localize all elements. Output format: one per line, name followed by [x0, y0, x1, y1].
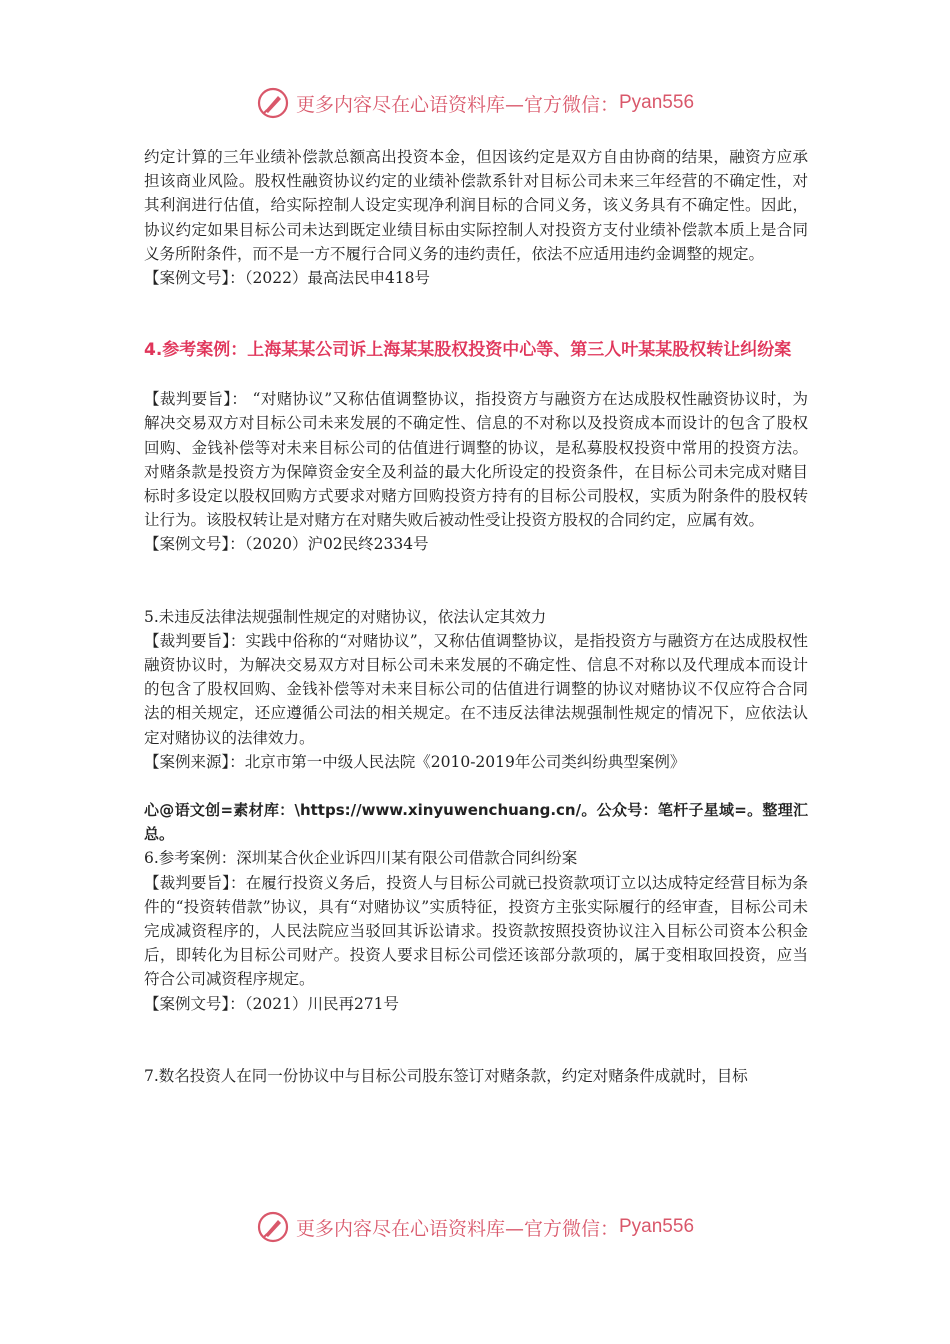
- section3-body: 约定计算的三年业绩补偿款总额高出投资本金，但因该约定是双方自由协商的结果，融资方应承担该商业风险。股权性融资协议约定的业绩补偿款系针对目标公司未来三年经营的不确定性，对其利润进行估值，给实际控制人设定实现净利润目标的合同义务，该义务具有不确定性。因此，协议约定如果目标公司未达到既定业绩目标由实际控制人对投资方支付业绩补偿款本质上是合同义务所附条件，而不是一方不履行合同义务的违约责任，依法不应适用违约金调整的规定。: [144, 148, 808, 263]
- footer-banner: [0, 1210, 950, 1244]
- document-body: [144, 145, 808, 1088]
- section4-body: 【裁判要旨】： “对赌协议”又称估值调整协议，指投资方与融资方在达成股权性融资协议时，为解决交易双方对目标公司未来发展的不确定性、信息的不对称以及投资成本而设计的包含了股权回购、金钱补偿等对未来目标公司的估值进行调整的协议，是私募股权投资中常用的投资方法。对赌条款是投资方为保障资金安全及利益的最大化所设定的投资条件，在目标公司未完成对赌目标时多设定以股权回购方式要求对赌方回购投资方持有的目标公司股权，实质为附条件的股权转让行为。该股权转让是对赌方在对赌失败后被动性受让投资方股权的合同约定，应属有效。: [144, 390, 808, 530]
- source-notice: 心@语文创=素材库：\https://www.xinyuwenchuang.cn/。公众号：笔杆子星域=。整理汇总。: [144, 801, 808, 844]
- section5-source: 【案例来源】：北京市第一中级人民法院《2010-2019年公司类纠纷典型案例》: [144, 752, 686, 771]
- pen-logo-icon: [256, 86, 290, 120]
- section3-case-number: 【案例文号】：（2022）最高法民申418号: [144, 269, 431, 288]
- banner-text: 更多内容尽在心语资料库—官方微信：: [295, 1217, 619, 1240]
- banner-wechat-id: Pyan556: [619, 1216, 695, 1237]
- section4-case-number: 【案例文号】：（2020）沪02民终2334号: [144, 535, 429, 554]
- section4-heading: 4.参考案例：上海某某公司诉上海某某股权投资中心等、第三人叶某某股权转让纠纷案: [144, 340, 792, 361]
- banner-wechat-id: Pyan556: [619, 92, 695, 113]
- section7-heading: 7.数名投资人在同一份协议中与目标公司股东签订对赌条款，约定对赌条件成就时，目标: [144, 1066, 748, 1085]
- section5-heading: 5.未违反法律法规强制性规定的对赌协议，依法认定其效力: [144, 607, 547, 626]
- section5-body: 【裁判要旨】：实践中俗称的“对赌协议”，又称估值调整协议，是指投资方与融资方在达成股权性融资协议时，为解决交易双方对目标公司未来发展的不确定性、信息不对称以及代理成本而设计的包含了股权回购、金钱补偿等对未来目标公司的估值进行调整的协议对赌协议不仅应符合合同法的相关规定，还应遵循公司法的相关规定。在不违反法律法规强制性规定的情况下，应依法认定对赌协议的法律效力。: [144, 631, 808, 747]
- header-banner: [0, 86, 950, 120]
- section6-heading: 6.参考案例：深圳某合伙企业诉四川某有限公司借款合同纠纷案: [144, 849, 578, 868]
- section6-case-number: 【案例文号】：（2021）川民再271号: [144, 994, 400, 1013]
- pen-logo-icon: [256, 1210, 290, 1244]
- banner-text: 更多内容尽在心语资料库—官方微信：: [295, 93, 619, 116]
- section6-body: 【裁判要旨】：在履行投资义务后，投资人与目标公司就已投资款项订立以达成特定经营目标为条件的“投资转借款”协议，具有“对赌协议”实质特征，投资方主张实际履行的经审查，目标公司未完成减资程序的，人民法院应当驳回其诉讼请求。投资款按照投资协议注入目标公司资本公积金后，即转化为目标公司财产。投资人要求目标公司偿还该部分款项的，属于变相取回投资，应当符合公司减资程序规定。: [144, 873, 808, 989]
